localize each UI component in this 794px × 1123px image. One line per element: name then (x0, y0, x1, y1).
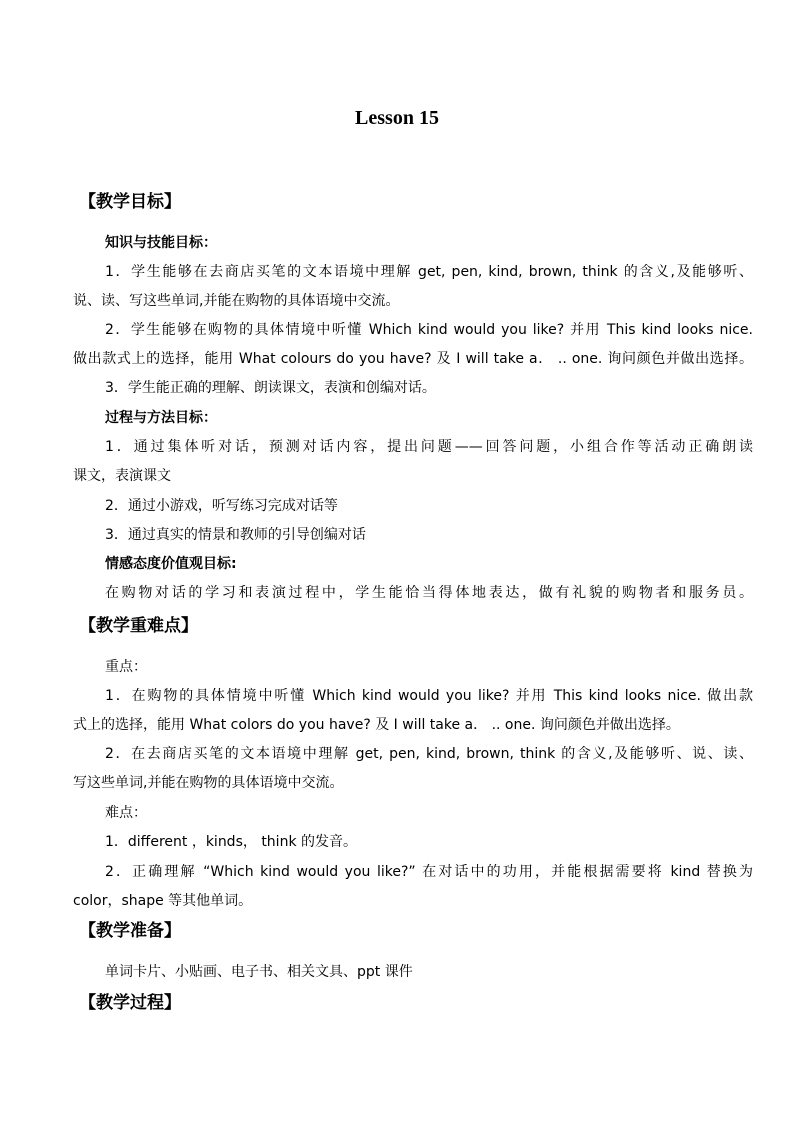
section-heading-key-points: 【教学重难点】 (79, 616, 198, 636)
label-key-points: 重点： (105, 659, 147, 675)
paragraph-line: 说、读、写这些单词,并能在购物的具体语境中交流。 (73, 293, 400, 309)
label-difficulties: 难点： (105, 805, 147, 821)
paragraph-line: 式上的选择，能用 What colors do you have? 及 I will take a． .. one. 询问颜色并做出选择。 (73, 717, 680, 733)
subheading-process-methods: 过程与方法目标： (105, 410, 217, 426)
subheading-attitude-values: 情感态度价值观目标: (105, 556, 237, 572)
paragraph-line: 1．在购物的具体情境中听懂 Which kind would you like? 并用 This kind looks nice. 做出款 (105, 688, 753, 704)
paragraph-line: 写这些单词,并能在购物的具体语境中交流。 (73, 775, 344, 791)
lesson-title: Lesson 15 (355, 107, 439, 129)
paragraph-line: 3．学生能正确的理解、朗读课文，表演和创编对话。 (105, 380, 436, 396)
subheading-knowledge-skills: 知识与技能目标： (105, 235, 217, 251)
paragraph-line: 1．通过集体听对话，预测对话内容，提出问题——回答问题，小组合作等活动正确朗读 (105, 439, 753, 455)
section-heading-process: 【教学过程】 (79, 993, 181, 1013)
paragraph-line: 2．在去商店买笔的文本语境中理解 get, pen, kind, brown, think 的含义,及能够听、说、读、 (105, 746, 753, 762)
paragraph-line: 在购物对话的学习和表演过程中，学生能恰当得体地表达，做有礼貌的购物者和服务员。 (105, 585, 753, 601)
paragraph-line: 2．正确理解 “Which kind would you like?” 在对话中的功用，并能根据需要将 kind 替换为 (105, 864, 753, 880)
paragraph-line: 课文，表演课文 (73, 468, 171, 484)
paragraph-line: 1．different ，kinds， think 的发音。 (105, 834, 357, 850)
paragraph-line: 单词卡片、小贴画、电子书、相关文具、ppt 课件 (105, 964, 413, 980)
paragraph-line: 2．通过小游戏，听写练习完成对话等 (105, 498, 338, 514)
section-heading-objectives: 【教学目标】 (79, 192, 181, 212)
paragraph-line: color，shape 等其他单词。 (73, 893, 253, 909)
paragraph-line: 做出款式上的选择，能用 What colours do you have? 及 I will take a． .. one. 询问颜色并做出选择。 (73, 351, 753, 367)
paragraph-line: 2．学生能够在购物的具体情境中听懂 Which kind would you like? 并用 This kind looks nice. (105, 322, 753, 338)
paragraph-line: 3．通过真实的情景和教师的引导创编对话 (105, 527, 366, 543)
section-heading-preparation: 【教学准备】 (79, 921, 181, 941)
paragraph-line: 1．学生能够在去商店买笔的文本语境中理解 get, pen, kind, brown, think 的含义,及能够听、 (105, 264, 753, 280)
